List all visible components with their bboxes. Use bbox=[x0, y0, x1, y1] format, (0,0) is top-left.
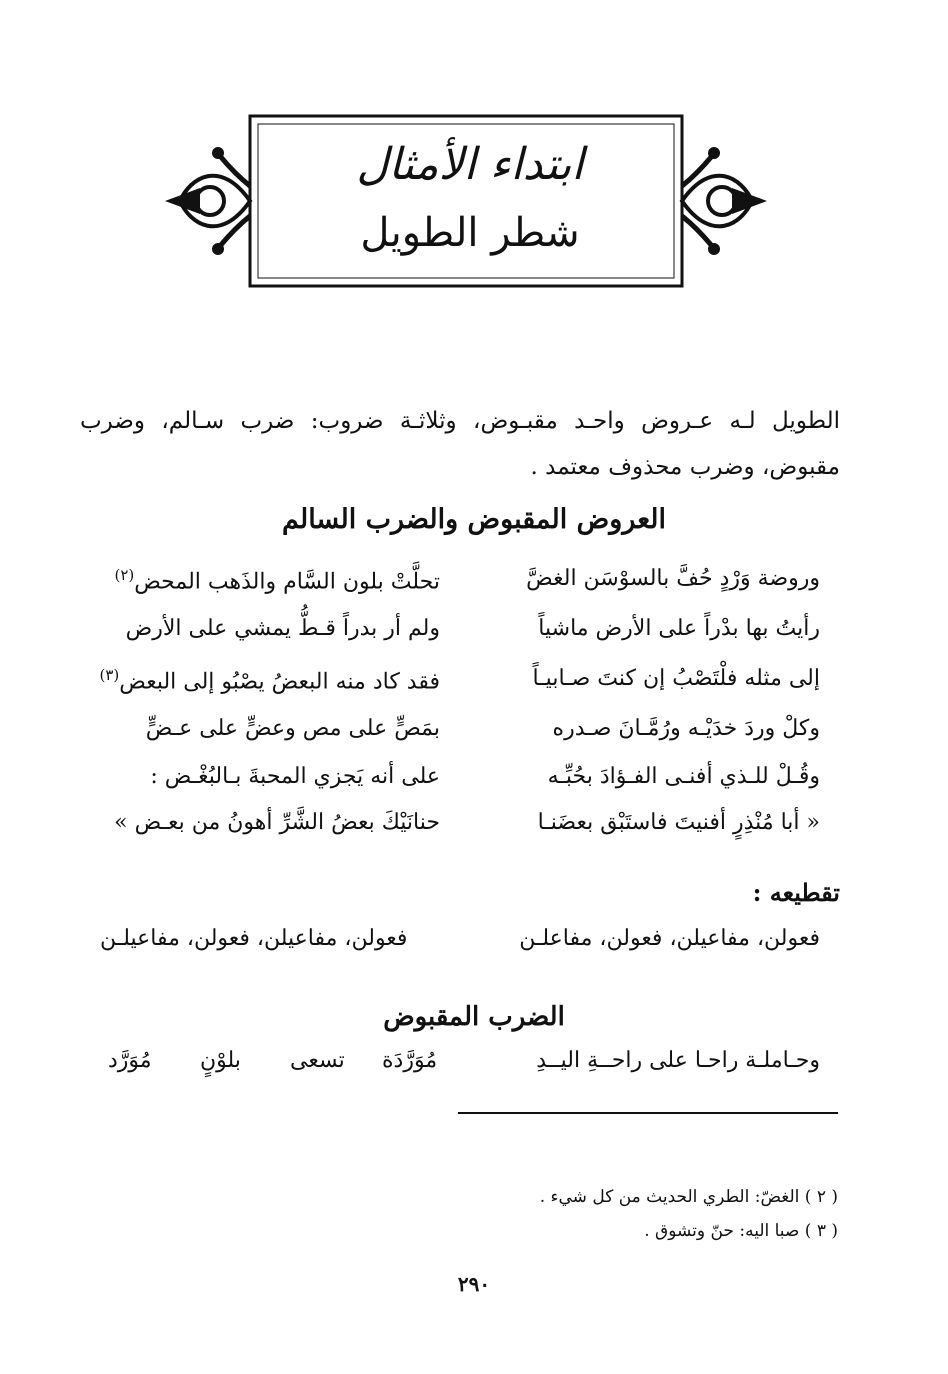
section-heading-1: العروض المقبوض والضرب السالم bbox=[282, 504, 666, 535]
verse-line bbox=[80, 616, 820, 664]
chapter-title bbox=[250, 130, 690, 280]
verse-line bbox=[80, 716, 820, 764]
verse-second-hemistich: تحلَّتْ بلون السَّام والذَهب المحض$^{(٢)}$ bbox=[114, 566, 440, 595]
verse-line bbox=[80, 1048, 820, 1098]
verse-segment: وحـاملـة راحـا على راحــةِ اليــدِ bbox=[536, 1048, 820, 1073]
verse-first-hemistich: رأيتُ بها بدْراً على الأرض ماشياً bbox=[538, 616, 820, 641]
scansion-heading: تقطيعه : bbox=[752, 878, 840, 907]
page-number: ٢٩٠ bbox=[457, 1272, 491, 1296]
footnote-marker: (٣) bbox=[99, 666, 120, 684]
title-line-2: شطر الطويل bbox=[360, 210, 580, 256]
scansion-second-half: فعولن، مفاعيلن، فعولن، مفاعيلـن bbox=[100, 926, 408, 951]
verse-second-hemistich: فقد كاد منه البعضُ يصْبُو إلى البعض$^{(٣)}$ bbox=[99, 666, 440, 695]
verse-first-hemistich: إلى مثله فلْتَصْبُ إن كنتَ صـابيـاً bbox=[532, 666, 820, 691]
verse-first-hemistich: « أبا مُنْذِرٍ أفنيتَ فاستَبْق بعضَنـا bbox=[537, 810, 820, 835]
verse-line bbox=[80, 566, 820, 614]
verse-second-hemistich: على أنه يَجزي المحبةَ بـالبُغْـض : bbox=[150, 764, 440, 789]
verse-segment: بلوْنٍ bbox=[200, 1048, 241, 1073]
section-heading-2: الضرب المقبوض bbox=[383, 1002, 565, 1032]
verse-first-hemistich: وقُـلْ للـذي أفنـى الفـؤادَ بحُبِّـه bbox=[547, 764, 820, 789]
verse-second-hemistich: ولم أر بدراً قـطُّ يمشي على الأرض bbox=[125, 616, 440, 641]
intro-paragraph: الطويل لـه عـروض واحـد مقبـوض، وثلاثـة ضروب: ضرب سـالم، وضرب مقبوض، وضرب محذوف معتمد . bbox=[80, 408, 840, 480]
footnote: ( ٢ ) الغضّ: الطري الحديث من كل شيء . bbox=[539, 1187, 838, 1207]
left-ornament-icon bbox=[165, 147, 250, 255]
verse-line bbox=[80, 810, 820, 858]
scansion-first-half: فعولن، مفاعيلن، فعولن، مفاعلـن bbox=[519, 926, 820, 951]
verse-line bbox=[80, 764, 820, 812]
footnote-divider bbox=[458, 1112, 838, 1114]
verse-segment: مُوَرَّدَة bbox=[382, 1048, 438, 1073]
title-line-1: ابتداء الأمثال bbox=[356, 139, 584, 190]
verse-line bbox=[80, 666, 820, 714]
verse-first-hemistich: وكلْ وردَ خدَيْـه ورُمَّـانَ صـدره bbox=[552, 716, 820, 741]
footnote-marker: (٢) bbox=[114, 566, 135, 584]
verse-first-hemistich: وروضة وَرْدٍ حُفَّ بالسوْسَن الغضَّ bbox=[526, 566, 820, 591]
verse-segment: مُوَرَّد bbox=[108, 1048, 152, 1073]
footnote: ( ٣ ) صبا اليه: حنّ وتشوق . bbox=[644, 1221, 838, 1241]
verse-segment: تسعى bbox=[290, 1048, 345, 1073]
right-ornament-icon bbox=[682, 147, 767, 255]
verse-second-hemistich: حنانَيْكَ بعضُ الشَّرِّ أهونُ من بعـض » bbox=[114, 810, 440, 835]
verse-second-hemistich: بمَصٍّ على مص وعضٍّ على عـضٍّ bbox=[145, 716, 440, 741]
